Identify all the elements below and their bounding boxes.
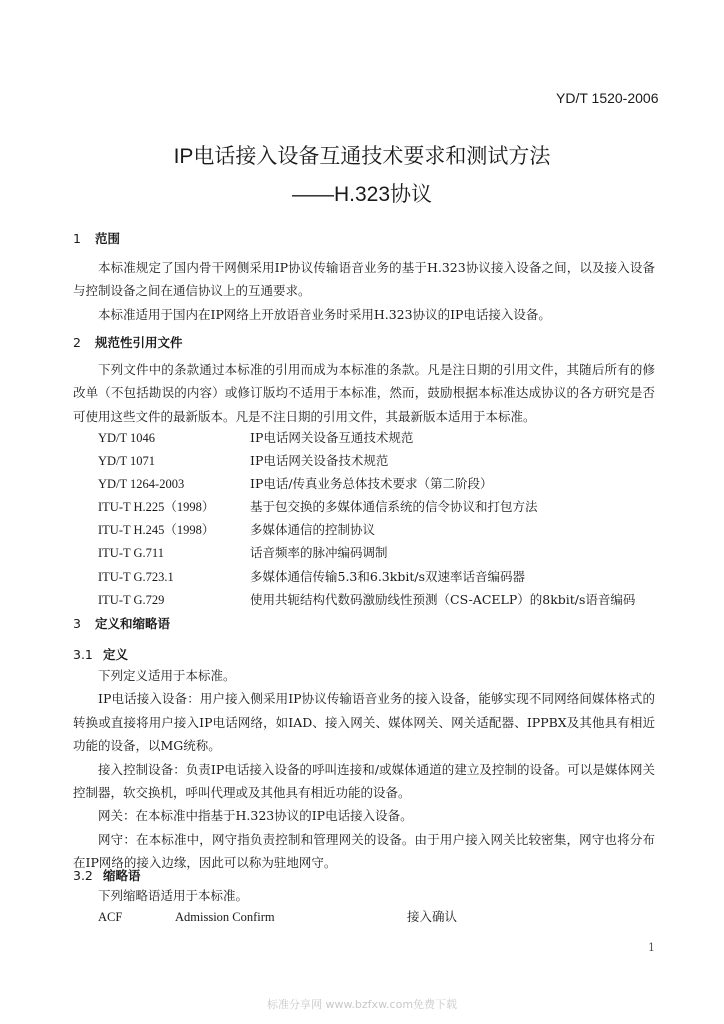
abbreviation: ACF [98,910,123,924]
reference-list [98,426,635,611]
reference-title: 使用共轭结构代数码激励线性预测（CS-ACELP）的8kbit/s语音编码 [250,591,636,607]
reference-row [98,565,635,588]
abbreviation-chinese: 接入确认 [407,909,458,924]
site-watermark: 标准分享网 www.bzfxw.com免费下载 [266,998,458,1011]
reference-code: ITU-T G.711 [98,546,164,561]
reference-row [98,449,635,472]
reference-title: 多媒体通信的控制协议 [250,522,376,538]
reference-code: YD/T 1264-2003 [98,477,185,492]
abbreviations-body [73,884,655,907]
reference-row [98,426,635,449]
section-title: 范围 [95,231,121,246]
standard-number: YD/T 1520-2006 [556,90,659,106]
subsection-heading-abbreviations [73,866,141,884]
reference-title: IP电话/传真业务总体技术要求（第二阶段） [250,476,493,492]
abbreviations-intro: 下列缩略语适用于本标准。 [98,888,249,903]
reference-title: IP电话网关设备技术规范 [250,453,389,469]
abbreviation-row [98,907,457,925]
section-number: 3 [73,616,81,631]
abbreviation-full-form: Admission Confirm [175,910,275,924]
section-heading-normative [73,333,183,351]
reference-code: ITU-T H.245（1998） [98,523,215,538]
subsection-heading-definitions [73,645,128,663]
reference-code: YD/T 1046 [98,431,156,445]
document-subtitle: ——H.323协议 [291,183,433,206]
section-heading-scope [73,229,120,247]
scope-paragraph: 本标准规定了国内骨干网侧采用IP协议传输语音业务的基于H.323协议接入设备之间，以及接入设备与控制设备之间在通信协议上的互通要求。 [73,260,655,299]
reference-title: 基于包交换的多媒体通信系统的信令协议和打包方法 [250,499,538,515]
reference-row [98,495,635,518]
section-title: 缩略语 [103,868,141,883]
section-number: 3.2 [73,868,93,883]
reference-row [98,541,635,564]
section-title: 规范性引用文件 [95,335,183,350]
reference-code: ITU-T H.225（1998） [98,500,215,515]
reference-title: 话音频率的脉冲编码调制 [250,545,388,561]
section-title: 定义和缩略语 [95,616,171,631]
section-number: 3.1 [73,647,93,662]
document-title: IP电话接入设备互通技术要求和测试方法 [173,145,551,168]
definition-paragraph: 接入控制设备：负责IP电话接入设备的呼叫连接和/或媒体通道的建立及控制的设备。可以是媒体网关控制器，软交换机，呼叫代理或及其他具有相近功能的设备。 [73,761,655,801]
reference-row [98,518,635,541]
definitions-intro: 下列定义适用于本标准。 [98,668,236,683]
definitions-body [73,664,655,875]
normative-intro: 下列文件中的条款通过本标准的引用而成为本标准的条款。凡是注日期的引用文件，其随后所有的修改单（不包括勘误的内容）或修订版均不适用于本标准，然而，鼓励根据本标准达成协议的各方研究是否可使用这些文件的最新版本。凡是不注日期的引用文件，其最新版本适用于本标准。 [73,362,655,424]
reference-title: 多媒体通信传输5.3和6.3kbit/s双速率话音编码器 [250,568,525,584]
definition-paragraph: 网关：在本标准中指基于H.323协议的IP电话接入设备。 [98,808,413,824]
normative-body [73,358,655,428]
definition-paragraph: IP电话接入设备：用户接入侧采用IP协议传输语音业务的接入设备，能够实现不同网络间媒体格式的转换或直接将用户接入IP电话网络，如IAD、接入网关、媒体网关、网关适配器、IPPBX及其他具有相近功能的设备，以MG统称。 [73,691,655,754]
reference-code: ITU-T G.723.1 [98,569,174,584]
reference-title: IP电话网关设备互通技术规范 [250,430,414,445]
section-number: 1 [73,231,81,246]
page-number: 1 [648,941,655,954]
reference-row [98,472,635,495]
reference-code: ITU-T G.729 [98,592,165,607]
reference-code: YD/T 1071 [98,454,156,469]
scope-paragraph: 本标准适用于国内在IP网络上开放语音业务时采用H.323协议的IP电话接入设备。 [98,306,551,322]
definition-paragraph: 网守：在本标准中，网守指负责控制和管理网关的设备。由于用户接入网关比较密集，网守也将分布在IP网络的接入边缘，因此可以称为驻地网守。 [73,831,655,871]
section-heading-definitions [73,614,170,632]
scope-body [73,256,655,326]
reference-row [98,588,635,611]
section-title: 定义 [103,647,129,662]
section-number: 2 [73,335,81,350]
